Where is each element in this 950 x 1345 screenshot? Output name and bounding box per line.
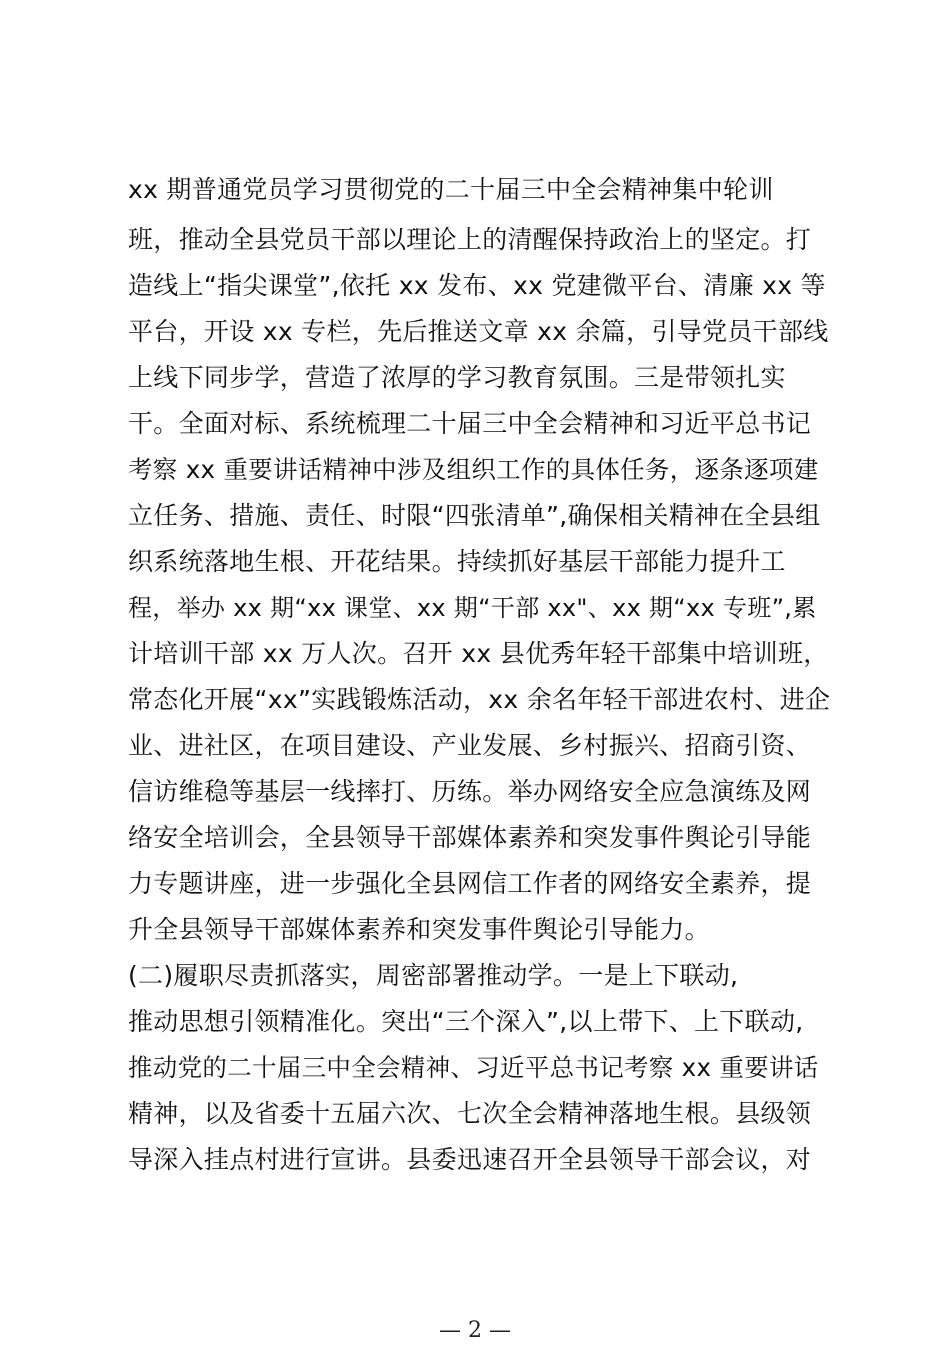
text-line: 常态化开展“xx”实践锻炼活动，xx 余名年轻干部进农村、进企 [128, 685, 831, 714]
text-line: 信访维稳等基层一线摔打、历练。举办网络安全应急演练及网 [128, 777, 812, 806]
page-number: — 2 — [439, 1318, 511, 1343]
text-line: 造线上“指尖课堂”,依托 xx 发布、xx 党建微平台、清廉 xx 等 [128, 271, 826, 300]
text-line: 考察 xx 重要讲话精神中涉及组织工作的具体任务，逐条逐项建 [128, 455, 819, 484]
text-line: 程，举办 xx 期“xx 课堂、xx 期“干部 xx"、xx 期“xx 专班”,累 [128, 594, 817, 622]
text-line: 升全县领导干部媒体素养和突发事件舆论引导能力。 [128, 915, 710, 944]
text-line: 业、进社区，在项目建设、产业发展、乡村振兴、招商引资、 [128, 731, 812, 760]
text-line: 计培训干部 xx 万人次。召开 xx 县优秀年轻干部集中培训班， [128, 639, 829, 668]
text-line: 干。全面对标、系统梳理二十届三中全会精神和习近平总书记 [128, 409, 812, 438]
text-line: 上线下同步学，营造了浓厚的学习教育氛围。三是带领扎实 [128, 363, 786, 392]
text-line: (二)履职尽责抓落实，周密部署推动学。一是上下联动, [128, 961, 739, 990]
text-line: 导深入挂点村进行宣讲。县委迅速召开全县领导干部会议，对 [128, 1145, 812, 1174]
text-line: 推动思想引领精准化。突出“三个深入”,以上带下、上下联动, [128, 1007, 804, 1036]
text-line: 精神，以及省委十五届六次、七次全会精神落地生根。县级领 [128, 1099, 812, 1128]
text-line: 力专题讲座，进一步强化全县网信工作者的网络安全素养，提 [128, 869, 812, 898]
text-line: 班，推动全县党员干部以理论上的清醒保持政治上的坚定。打 [128, 225, 812, 254]
text-line: 立任务、措施、责任、时限“四张清单”,确保相关精神在全县组 [128, 501, 821, 530]
text-line: 平台，开设 xx 专栏，先后推送文章 xx 余篇，引导党员干部线 [128, 317, 829, 346]
text-line: 络安全培训会，全县领导干部媒体素养和突发事件舆论引导能 [128, 823, 812, 852]
text-line: xx 期普通党员学习贯彻党的二十届三中全会精神集中轮训 [128, 175, 774, 204]
text-line: 织系统落地生根、开花结果。持续抓好基层干部能力提升工 [128, 547, 786, 576]
text-line: 推动党的二十届三中全会精神、习近平总书记考察 xx 重要讲话 [128, 1053, 819, 1082]
